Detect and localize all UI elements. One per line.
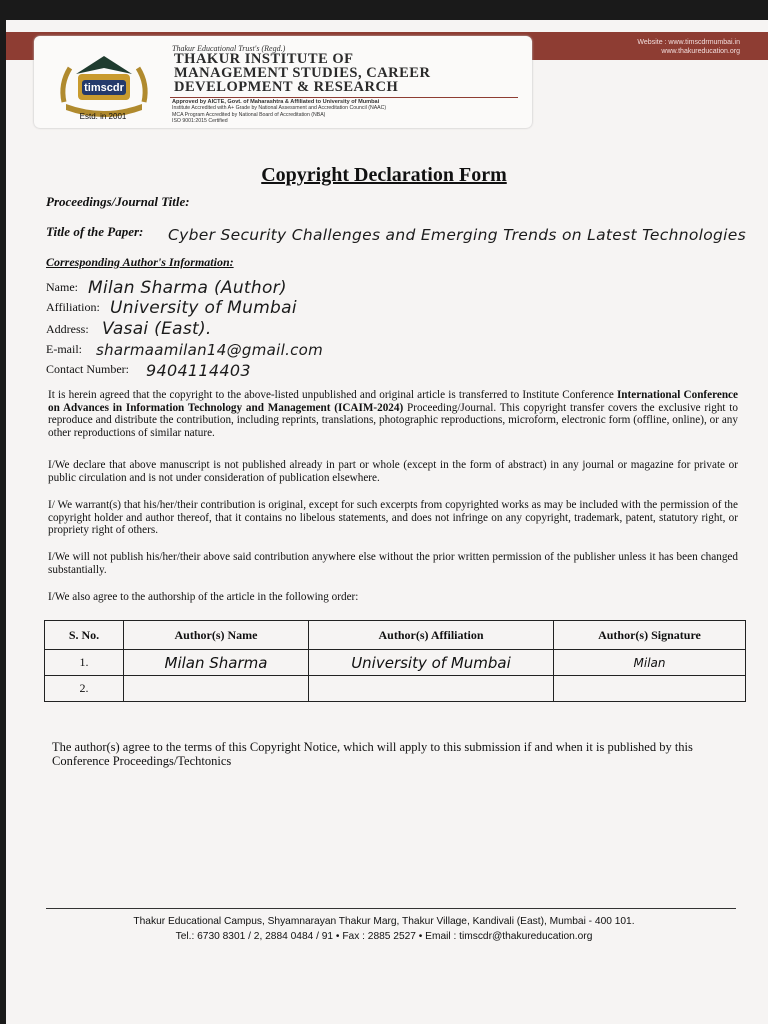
authors-table-header [45, 621, 746, 650]
contact-value: 9404114403 [146, 361, 251, 380]
established-year: Estd. in 2001 [79, 112, 127, 121]
email-label: E-mail: [46, 342, 82, 356]
contact-label: Contact Number: [46, 362, 129, 376]
authorship-paragraph: I/We also agree to the authorship of the article in the following order: [48, 591, 359, 603]
row-author-signature: Milan [554, 650, 746, 676]
website-line-1: Website : www.timscdrmumbai.in [637, 39, 740, 46]
footer [0, 914, 768, 944]
accreditation-line-1: Approved by AICTE, Govt. of Maharashtra & Affiliated to University of Mumbai [172, 99, 380, 105]
website-text [637, 38, 740, 56]
accreditation-line-2: Institute Accredited with A+ Grade by National Assessment and Accreditation Council (NAAC) [172, 105, 387, 112]
row-author-affiliation: University of Mumbai [309, 650, 554, 676]
transfer-text-start: It is herein agreed that the copyright to the above-listed unpublished and original article is transferred to Institute Conference [48, 389, 617, 401]
email-value: sharmaamilan14@gmail.com [96, 341, 324, 359]
accreditation-line-3: MCA Program Accredited by National Board of Accreditation (NBA) [172, 111, 326, 118]
declaration-paragraph: I/We declare that above manuscript is not published already in part or whole (except in the form of abstract) in any journal or magazine for private or public circulation and is not under consideration of publication elsewhere. [48, 459, 738, 484]
institute-name-line-1: THAKUR INSTITUTE OF [174, 51, 354, 67]
paper-title-label: Title of the Paper: [46, 224, 144, 239]
publication-paragraph: I/We will not publish his/her/their above said contribution anywhere else without the prior written permission of the publisher unless it has been changed substantially. [48, 551, 738, 576]
institute-header [34, 36, 532, 128]
header-author-affiliation: Author(s) Affiliation [309, 621, 554, 650]
conference-name: International Conference on Advances in Information Technology and Management (ICAIM-2024) [48, 389, 738, 414]
address-value: Vasai (East). [102, 319, 212, 339]
footer-address: Thakur Educational Campus, Shyamnarayan Thakur Marg, Thakur Village, Kandivali (East), Mumbai - 400 101. [133, 916, 635, 927]
header-divider [170, 97, 518, 98]
footer-divider [46, 908, 736, 909]
accreditation-line-4: ISO 9001:2015 Certified [172, 117, 228, 124]
accreditation-block [172, 99, 532, 124]
trust-name: Thakur Educational Trust's (Regd.) [172, 44, 286, 53]
footer-contact: Tel.: 6730 8301 / 2, 2884 0484 / 91 • Fax : 2885 2527 • Email : timscdr@thakureducation.org [175, 931, 593, 942]
row-author-signature [554, 676, 746, 702]
logo-text: timscdr [84, 82, 124, 94]
affiliation-value: University of Mumbai [110, 298, 297, 318]
corresponding-author-label: Corresponding Author's Information: [46, 255, 234, 269]
form-title: Copyright Declaration Form [261, 164, 507, 186]
website-line-2: www.thakureducation.org [661, 48, 740, 55]
proceedings-label: Proceedings/Journal Title: [46, 194, 190, 209]
row-author-name [124, 676, 309, 702]
transfer-text-end: Proceeding/Journal. This copyright transfer covers the exclusive right to reproduce and distribute the contribution, including reprints, translations, photographic reproductions, microform, electronic form (offline, online), or any other reproductions of similar nature. [48, 401, 739, 439]
row-author-affiliation [309, 676, 554, 702]
header-author-name: Author(s) Name [124, 621, 309, 650]
table-row [45, 676, 746, 702]
institute-name-line-2: MANAGEMENT STUDIES, CAREER [174, 65, 431, 81]
row-author-name: Milan Sharma [124, 650, 309, 676]
row-sno: 2. [45, 676, 124, 702]
table-row [45, 650, 746, 676]
affiliation-label: Affiliation: [46, 300, 100, 314]
paper-title-value: Cyber Security Challenges and Emerging Trends on Latest Technologies [168, 226, 746, 244]
copyright-notice: The author(s) agree to the terms of this Copyright Notice, which will apply to this submission if and when it is published by this Conference Proceedings/Techtonics [52, 740, 693, 768]
header-sno: S. No. [45, 621, 124, 650]
row-sno: 1. [45, 650, 124, 676]
name-label: Name: [46, 280, 78, 294]
name-value: Milan Sharma (Author) [88, 278, 287, 298]
header-author-signature: Author(s) Signature [554, 621, 746, 650]
authors-table [44, 620, 746, 702]
warranty-paragraph: I/ We warrant(s) that his/her/their contribution is original, except for such excerpts from copyrighted works as may be included with the permission of the copyright holder and author thereof, that it contains no libelous statements, and does not infringe on any copyright, trademark, patent, statutory right, or propriety right of others. [48, 499, 738, 537]
institute-name-line-3: DEVELOPMENT & RESEARCH [174, 79, 399, 95]
address-label: Address: [46, 322, 89, 336]
transfer-paragraph [48, 389, 738, 439]
institute-name [174, 52, 524, 94]
